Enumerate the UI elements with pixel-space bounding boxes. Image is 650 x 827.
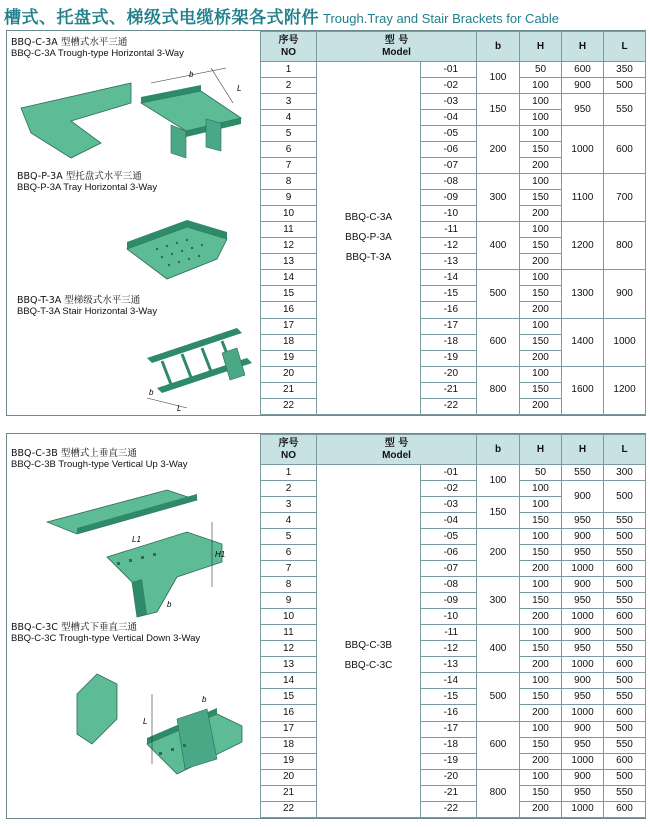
model-name: BBQ-C-3C [344, 660, 393, 671]
dim-l-label-stair: L [177, 404, 182, 413]
table-header-row [261, 32, 646, 62]
cell-no: 19 [261, 753, 317, 769]
cell-b: 300 [477, 174, 520, 222]
cell-b: 500 [477, 270, 520, 318]
header-no: 序号 NO [261, 32, 317, 62]
cell-h1: 150 [520, 142, 562, 158]
cell-h1: 200 [520, 609, 562, 625]
cell-no: 1 [261, 62, 317, 78]
cell-h2: 900 [562, 529, 604, 545]
cell-h1: 150 [520, 238, 562, 254]
header-h2: H [562, 32, 604, 62]
cell-l: 550 [604, 641, 646, 657]
cell-code: -01 [421, 62, 477, 78]
model-name: BBQ-T-3A [345, 252, 392, 263]
cell-h2: 1000 [562, 561, 604, 577]
cell-no: 14 [261, 270, 317, 286]
cell-l: 500 [604, 481, 646, 513]
cell-no: 16 [261, 302, 317, 318]
cell-h2: 950 [562, 545, 604, 561]
trough-vertical-down-3way-drawing [67, 664, 252, 814]
caption-p3a: BBQ-P-3A 型托盘式水平三通 BBQ-P-3A Tray Horizontal 3-Way [17, 171, 158, 193]
cell-h2: 600 [562, 62, 604, 78]
cell-l: 600 [604, 801, 646, 817]
cell-h2: 1000 [562, 801, 604, 817]
cell-no: 17 [261, 318, 317, 334]
cell-h1: 150 [520, 641, 562, 657]
cell-h1: 100 [520, 529, 562, 545]
cell-no: 10 [261, 609, 317, 625]
cell-no: 22 [261, 801, 317, 817]
cell-no: 1 [261, 465, 317, 481]
cell-h1: 50 [520, 62, 562, 78]
cell-h1: 150 [520, 286, 562, 302]
cell-h1: 200 [520, 158, 562, 174]
cell-l: 550 [604, 689, 646, 705]
cell-b: 100 [477, 62, 520, 94]
cell-no: 14 [261, 673, 317, 689]
cell-h2: 950 [562, 513, 604, 529]
cell-h2: 1000 [562, 753, 604, 769]
cell-l: 800 [604, 222, 646, 270]
cell-h1: 150 [520, 737, 562, 753]
cell-no: 7 [261, 561, 317, 577]
cell-b: 100 [477, 465, 520, 497]
cell-code: -19 [421, 753, 477, 769]
cell-no: 3 [261, 497, 317, 513]
cell-h1: 200 [520, 801, 562, 817]
cell-l: 600 [604, 753, 646, 769]
cell-no: 19 [261, 350, 317, 366]
cell-code: -18 [421, 334, 477, 350]
header-l: L [604, 32, 646, 62]
cell-h2: 1000 [562, 126, 604, 174]
cell-code: -15 [421, 689, 477, 705]
cell-h1: 200 [520, 302, 562, 318]
cell-h1: 100 [520, 673, 562, 689]
page-title [4, 3, 560, 28]
cell-no: 20 [261, 366, 317, 382]
cell-h1: 200 [520, 753, 562, 769]
cell-no: 15 [261, 286, 317, 302]
header-model: 型 号 Model [317, 32, 477, 62]
cell-h1: 100 [520, 497, 562, 513]
cell-l: 600 [604, 126, 646, 174]
cell-h1: 100 [520, 366, 562, 382]
cell-no: 2 [261, 78, 317, 94]
dim-l1-label: L1 [132, 535, 141, 544]
cell-h2: 1000 [562, 609, 604, 625]
cell-b: 500 [477, 673, 520, 721]
cell-h2: 950 [562, 593, 604, 609]
cell-no: 5 [261, 529, 317, 545]
cell-l: 350 [604, 62, 646, 78]
stair-horizontal-3way-drawing [127, 313, 257, 413]
cell-no: 8 [261, 174, 317, 190]
cell-h2: 950 [562, 737, 604, 753]
cell-code: -13 [421, 254, 477, 270]
cell-code: -09 [421, 190, 477, 206]
cell-h1: 150 [520, 689, 562, 705]
cell-no: 6 [261, 545, 317, 561]
cell-code: -14 [421, 270, 477, 286]
cell-code: -02 [421, 78, 477, 94]
cell-code: -14 [421, 673, 477, 689]
cell-no: 13 [261, 657, 317, 673]
cell-b: 150 [477, 497, 520, 529]
cell-b: 300 [477, 577, 520, 625]
cell-code: -04 [421, 110, 477, 126]
cell-h2: 900 [562, 625, 604, 641]
cell-no: 12 [261, 238, 317, 254]
cell-no: 7 [261, 158, 317, 174]
dim-b-label-stair: b [149, 388, 154, 397]
cell-h1: 100 [520, 769, 562, 785]
dim-b-label-down: b [202, 695, 207, 704]
cell-code: -09 [421, 593, 477, 609]
cell-h1: 200 [520, 206, 562, 222]
cell-h2: 900 [562, 78, 604, 94]
cell-h1: 200 [520, 398, 562, 414]
cell-code: -22 [421, 398, 477, 414]
cell-l: 700 [604, 174, 646, 222]
cell-code: -05 [421, 529, 477, 545]
cell-h2: 1000 [562, 705, 604, 721]
spec-table-vertical [260, 434, 646, 818]
cell-model [317, 62, 421, 415]
trough-vertical-up-3way-drawing [37, 482, 247, 622]
cell-code: -21 [421, 785, 477, 801]
cell-no: 4 [261, 110, 317, 126]
caption-t3a: BBQ-T-3A 型梯级式水平三通 BBQ-T-3A Stair Horizontal 3-Way [17, 295, 158, 317]
header-h1: H [520, 435, 562, 465]
cell-h1: 100 [520, 625, 562, 641]
cell-l: 500 [604, 577, 646, 593]
table-header-row [261, 435, 646, 465]
cell-l: 600 [604, 609, 646, 625]
cell-code: -08 [421, 174, 477, 190]
cell-b: 400 [477, 625, 520, 673]
title-en: Trough.Tray and Stair Brackets for Cable [323, 11, 560, 26]
dim-b-label: b [189, 70, 194, 79]
header-model: 型 号 Model [317, 435, 477, 465]
cell-b: 600 [477, 721, 520, 769]
cell-l: 550 [604, 513, 646, 529]
cell-code: -04 [421, 513, 477, 529]
cell-h1: 100 [520, 94, 562, 110]
cell-h1: 150 [520, 545, 562, 561]
cell-code: -08 [421, 577, 477, 593]
cell-h1: 150 [520, 513, 562, 529]
spec-table-horizontal [260, 31, 646, 415]
caption-c3b: BBQ-C-3B 型槽式上垂直三通 BBQ-C-3B Trough-type Vertical Up 3-Way [11, 448, 188, 470]
cell-no: 5 [261, 126, 317, 142]
cell-l: 550 [604, 737, 646, 753]
cell-no: 12 [261, 641, 317, 657]
cell-l: 1000 [604, 318, 646, 366]
cell-h2: 1200 [562, 222, 604, 270]
cell-no: 10 [261, 206, 317, 222]
model-name: BBQ-C-3B [344, 640, 393, 651]
cell-no: 17 [261, 721, 317, 737]
cell-no: 21 [261, 785, 317, 801]
table-row [261, 465, 646, 481]
cell-model [317, 465, 421, 818]
dim-l-label: L [237, 84, 242, 93]
cell-no: 8 [261, 577, 317, 593]
header-no: 序号 NO [261, 435, 317, 465]
header-h2: H [562, 435, 604, 465]
cell-l: 500 [604, 529, 646, 545]
cell-h2: 550 [562, 465, 604, 481]
dim-h1-label: H1 [215, 550, 226, 559]
cell-code: -15 [421, 286, 477, 302]
model-name: BBQ-P-3A [345, 232, 392, 243]
cell-no: 3 [261, 94, 317, 110]
cell-no: 16 [261, 705, 317, 721]
cell-h1: 200 [520, 350, 562, 366]
cell-l: 600 [604, 657, 646, 673]
cell-h2: 900 [562, 721, 604, 737]
cell-code: -20 [421, 366, 477, 382]
cell-h2: 1100 [562, 174, 604, 222]
cell-h1: 200 [520, 254, 562, 270]
cell-h1: 150 [520, 785, 562, 801]
cell-no: 9 [261, 190, 317, 206]
figures-panel [7, 31, 260, 415]
cell-l: 1200 [604, 366, 646, 414]
cell-l: 550 [604, 94, 646, 126]
cell-no: 22 [261, 398, 317, 414]
cell-code: -05 [421, 126, 477, 142]
cell-l: 500 [604, 721, 646, 737]
cell-b: 150 [477, 94, 520, 126]
cell-h2: 950 [562, 689, 604, 705]
section-horizontal-3way [6, 30, 646, 416]
cell-no: 11 [261, 625, 317, 641]
model-name: BBQ-C-3A [344, 212, 393, 223]
header-h1: H [520, 32, 562, 62]
cell-code: -07 [421, 158, 477, 174]
cell-h2: 1600 [562, 366, 604, 414]
dim-l-label-down: L [143, 717, 148, 726]
cell-h2: 1300 [562, 270, 604, 318]
cell-h1: 50 [520, 465, 562, 481]
cell-code: -10 [421, 206, 477, 222]
cell-code: -01 [421, 465, 477, 481]
cell-no: 4 [261, 513, 317, 529]
cell-h1: 150 [520, 190, 562, 206]
header-b: b [477, 435, 520, 465]
cell-no: 18 [261, 334, 317, 350]
cell-l: 550 [604, 593, 646, 609]
cell-h1: 100 [520, 126, 562, 142]
cell-code: -16 [421, 705, 477, 721]
cell-h2: 950 [562, 94, 604, 126]
cell-h1: 100 [520, 318, 562, 334]
cell-no: 21 [261, 382, 317, 398]
cell-code: -03 [421, 94, 477, 110]
cell-b: 400 [477, 222, 520, 270]
caption-c3c: BBQ-C-3C 型槽式下垂直三通 BBQ-C-3C Trough-type Vertical Down 3-Way [11, 622, 201, 644]
cell-code: -06 [421, 142, 477, 158]
header-l: L [604, 435, 646, 465]
cell-code: -20 [421, 769, 477, 785]
cell-no: 13 [261, 254, 317, 270]
cell-code: -07 [421, 561, 477, 577]
cell-l: 500 [604, 673, 646, 689]
cell-h2: 950 [562, 785, 604, 801]
cell-l: 600 [604, 705, 646, 721]
cell-no: 20 [261, 769, 317, 785]
cell-h1: 100 [520, 174, 562, 190]
cell-h1: 150 [520, 593, 562, 609]
cell-h1: 100 [520, 721, 562, 737]
cell-h1: 100 [520, 78, 562, 94]
section-vertical-3way [6, 433, 646, 819]
cell-h1: 100 [520, 110, 562, 126]
cell-h2: 900 [562, 481, 604, 513]
cell-code: -12 [421, 238, 477, 254]
header-b: b [477, 32, 520, 62]
cell-h2: 900 [562, 769, 604, 785]
cell-l: 550 [604, 545, 646, 561]
cell-no: 15 [261, 689, 317, 705]
cell-h1: 200 [520, 561, 562, 577]
cell-h2: 900 [562, 673, 604, 689]
cell-code: -22 [421, 801, 477, 817]
cell-code: -17 [421, 721, 477, 737]
cell-b: 600 [477, 318, 520, 366]
cell-h1: 200 [520, 705, 562, 721]
cell-l: 500 [604, 78, 646, 94]
cell-h1: 150 [520, 382, 562, 398]
title-zh: 槽式、托盘式、梯级式电缆桥架各式附件 [4, 8, 319, 28]
cell-h1: 100 [520, 270, 562, 286]
cell-code: -03 [421, 497, 477, 513]
cell-code: -11 [421, 222, 477, 238]
dim-b-label-up: b [167, 600, 172, 609]
cell-b: 200 [477, 126, 520, 174]
cell-h1: 150 [520, 334, 562, 350]
cell-b: 800 [477, 366, 520, 414]
cell-code: -21 [421, 382, 477, 398]
cell-code: -18 [421, 737, 477, 753]
cell-l: 500 [604, 769, 646, 785]
cell-code: -17 [421, 318, 477, 334]
cell-no: 9 [261, 593, 317, 609]
trough-horizontal-3way-drawing [11, 63, 249, 178]
cell-h1: 200 [520, 657, 562, 673]
cell-b: 800 [477, 769, 520, 817]
cell-code: -13 [421, 657, 477, 673]
tray-horizontal-3way-drawing [107, 209, 247, 289]
cell-h2: 900 [562, 577, 604, 593]
table-row [261, 62, 646, 78]
cell-l: 900 [604, 270, 646, 318]
cell-no: 18 [261, 737, 317, 753]
cell-code: -11 [421, 625, 477, 641]
cell-h2: 1400 [562, 318, 604, 366]
figures-panel-vertical [7, 434, 260, 818]
cell-code: -19 [421, 350, 477, 366]
cell-l: 600 [604, 561, 646, 577]
cell-h1: 100 [520, 577, 562, 593]
cell-h2: 1000 [562, 657, 604, 673]
cell-no: 11 [261, 222, 317, 238]
cell-code: -12 [421, 641, 477, 657]
cell-l: 500 [604, 625, 646, 641]
cell-code: -10 [421, 609, 477, 625]
cell-h1: 100 [520, 222, 562, 238]
cell-no: 6 [261, 142, 317, 158]
cell-no: 2 [261, 481, 317, 497]
cell-code: -02 [421, 481, 477, 497]
cell-code: -06 [421, 545, 477, 561]
caption-c3a: BBQ-C-3A 型槽式水平三通 BBQ-C-3A Trough-type Horizontal 3-Way [11, 37, 184, 59]
cell-h2: 950 [562, 641, 604, 657]
cell-l: 550 [604, 785, 646, 801]
cell-l: 300 [604, 465, 646, 481]
cell-b: 200 [477, 529, 520, 577]
cell-code: -16 [421, 302, 477, 318]
cell-h1: 100 [520, 481, 562, 497]
